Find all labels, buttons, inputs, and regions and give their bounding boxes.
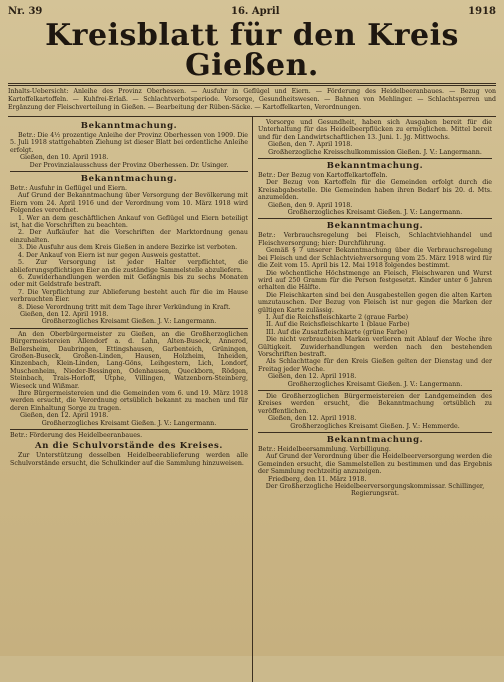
notice-heading: Bekanntmachung.: [80, 121, 178, 131]
notice-date: Friedberg, den 11. März 1918.: [268, 475, 367, 483]
divider: [258, 432, 492, 433]
masthead-rule-thin: [8, 85, 496, 86]
notice-text: Ihre Bürgermeistereien und die Gemeinden vom 6. und 19. März 1918 werden ersucht, die Verordnung ortsüblich bekannt zu machen und für deren Einhaltung Sorge zu tragen.: [10, 390, 248, 412]
notice-text: Betr.: Die 4½ prozentige Anleihe der Provinz Oberhessen von 1909. Die 5. Juli 1918 stattgehabten Ziehung ist dieser Blatt bei ordentliche Anleihe erfolgt.: [10, 132, 248, 154]
list-item: 4. Der Ankauf von Eiern ist nur gegen Ausweis gestattet.: [18, 251, 201, 259]
divider: [258, 390, 492, 391]
notice-text: Vorsorge und Gesundheit, haben sich Ausgaben bereit für die Unterhaltung für das Heidelbeerpflücken zu ermöglichen. Mittel bereit und für den Landwirtschaftlichen 13. Juni. 1. Jg. Mittwochs.: [258, 119, 492, 141]
notice-text: Auf Grund der Bekanntmachung über Versorgung der Bevölkerung mit Eiern vom 24. April 1916 und der Verordnung vom 10. März 1918 wird Folgendes verordnet.: [10, 192, 248, 215]
issue-number: Nr. 39: [8, 6, 43, 17]
notice-text: Auf Grund der Verordnung über die Heidelbeerversorgung werden die Gemeinden ersucht, die Sammelstellen zu bestimmen und das Ergebnis der Sammlung rechtzeitig anzuzeigen.: [258, 453, 492, 476]
notice-subject: Betr.: Ausfuhr in Geflügel und Eiern.: [10, 185, 128, 193]
left-column: [8, 117, 252, 682]
notice-text: Die wöchentliche Höchstmenge an Fleisch, Fleischwaren und Wurst wird auf 250 Gramm für die Person festgesetzt. Kinder unter 6 Jahren erhalten die Hälfte.: [258, 269, 492, 292]
list-item: 1. Wer an dem geschäftlichen Ankauf von Geflügel und Eiern beteiligt ist, hat die Vorschriften zu beachten.: [10, 214, 248, 230]
masthead-rule: [8, 83, 496, 84]
divider: [10, 429, 248, 430]
notice-text: Die Großherzoglichen Bürgermeistereien der Landgemeinden des Kreises werden ersucht, die Bekanntmachung ortsüblich zu veröffentlichen.: [258, 393, 492, 415]
notice-heading: Bekanntmachung.: [80, 174, 178, 185]
notice-date: Gießen, den 10. April 1918.: [20, 154, 109, 162]
notice-subject: Betr.: Heidelbeersammlung. Verbilligung.: [258, 446, 391, 454]
issue-date: 16. April: [231, 6, 280, 17]
notice-heading: Bekanntmachung.: [326, 221, 424, 232]
divider: [10, 328, 248, 329]
right-column: [252, 117, 496, 682]
notice-signature: Der Großherzogliche Heidelbeerversorgungskommissar. Schillinger, Regierungsrat.: [265, 483, 485, 498]
issue-year: 1918: [468, 6, 496, 17]
notice-text: Als Schlachttage für den Kreis Gießen gelten der Dienstag und der Freitag jeder Woche.: [258, 358, 492, 373]
notice-heading: An die Schulvorstände des Kreises.: [35, 441, 223, 452]
notice-signature: Großherzogliches Kreisamt Gießen. J. V.: Langermann.: [287, 209, 463, 217]
notice-text: Der Bezug von Kartoffeln für die Gemeinden erfolgt durch die Kreisabgabestelle. Die Gemeinden haben ihren Bedarf bis 20. d. Mts. anzumelden.: [258, 179, 492, 202]
list-item: 7. Die Verpflichtung zur Ablieferung besteht auch für die im Hause verbrauchten Eier.: [10, 288, 248, 304]
notice-heading: Bekanntmachung.: [326, 161, 424, 172]
list-item: III. Auf die Zusatzfleischkarte (grüne Farbe): [266, 328, 408, 336]
list-item: 3. Die Ausfuhr aus dem Kreis Gießen in andere Bezirke ist verboten.: [18, 244, 238, 252]
divider: [10, 171, 248, 172]
divider: [258, 158, 492, 159]
notice-text: An den Oberbürgermeister zu Gießen, an die Großherzoglichen Bürgermeistereien Allendorf a. d. Lahn, Alten-Buseck, Annerod, Bellersheim, Daubringen, Ettingshausen, Garbenteich, Grüningen, Großen-Buseck, Großen-Linden, Hausen, Holzheim, Inheiden, Kinzenbach, Klein-Linden, Lang-Göns, Leihgestern, Lich, Londorf, Muschenheim, Nieder-Bessingen, Odenhausen, Queckborn, Rödgen, Steinbach, Trais-Horloff, Utphe, Villingen, Watzenborn-Steinberg, Wieseck und Wißmar.: [10, 330, 248, 390]
list-item: I. Auf die Reichsfleischkarte 2 (graue Farbe): [266, 313, 409, 321]
divider: [258, 218, 492, 219]
list-item: II. Auf die Reichsfleischkarte 1 (blaue Farbe): [266, 321, 410, 329]
notice-subject: Betr.: Verbrauchsregelung bei Fleisch, Schlachtviehhandel und Fleischversorgung; hier: Durchführung.: [258, 232, 492, 247]
masthead-title: Kreisblatt für den Kreis Gießen.: [45, 18, 459, 83]
notice-date: Gießen, den 7. April 1918.: [268, 141, 353, 149]
columns: [8, 116, 496, 682]
notice-subject: Betr.: Förderung des Heidelbeeranbaues.: [10, 432, 143, 440]
list-item: 8. Diese Verordnung tritt mit dem Tage ihrer Verkündung in Kraft.: [18, 303, 231, 311]
notice-text: Gemäß § 7 unserer Bekanntmachung über die Verbrauchsregelung bei Fleisch und der Schlachtviehversorgung vom 25. März 1918 wird für die Zeit vom 15. April bis 12. Mai 1918 folgendes bestimmt.: [258, 247, 492, 270]
contents-overview: Inhalts-Uebersicht: Anleihe des Provinz Oberhessen. — Ausfuhr in Geflügel und Eiern. — Förderung des Heidelbeeranbaues. — Bezug von Kartoffelkartoffeln. — Kuhfrei-Erlaß. — Schlachtverbotsperiode. Vorsorge, Gesundheitswesen. — Bahnen von Mehlinger. — Schlachtsperren und Ergänzung der Fleischverteilung in Gießen. — Bearbeitung der Rüben-Säcke. — Kartoffelkarten, Verordnungen.: [8, 88, 496, 111]
notice-date: Gießen, den 9. April 1918.: [268, 201, 353, 209]
notice-subject: Betr.: Der Bezug von Kartoffelkartoffeln.: [258, 172, 388, 180]
notice-signature: Großherzogliches Kreisamt Gießen. J. V.: Langermann.: [41, 318, 217, 326]
notice-date: Gießen, den 12. April 1918.: [20, 412, 109, 420]
notice-signature: Großherzogliches Kreisamt Gießen. J. V.: Langermann.: [41, 419, 217, 427]
notice-heading: Bekanntmachung.: [326, 435, 424, 446]
notice-date: Gießen, den 12. April 1918.: [268, 373, 357, 381]
notice-signature: Großherzogliches Kreisamt Gießen. J. V.: Hemmerde.: [290, 422, 460, 430]
notice-signature: Großherzogliche Kreisschulkommission Gießen. J. V.: Langermann.: [268, 148, 482, 156]
notice-date: Gießen, den 12. April 1918.: [20, 310, 109, 318]
notice-text: Die Fleischkarten sind bei den Ausgabestellen gegen die alten Karten umzutauschen. Der Bezug von Fleisch ist nur gegen die Marken der gültigen Karte zulässig.: [258, 291, 492, 314]
notice-date: Gießen, den 12. April 1918.: [268, 415, 357, 423]
notice-text: Die nicht verbrauchten Marken verlieren mit Ablauf der Woche ihre Gültigkeit. Zuwiderhandlungen werden nach den bestehenden Vorschriften bestraft.: [258, 336, 492, 358]
notice-signature: Großherzogliches Kreisamt Gießen. J. V.: Langermann.: [287, 380, 463, 388]
notice-signature: Der Provinzialausschuss der Provinz Oberhessen. Dr. Usinger.: [29, 161, 229, 169]
list-item: 2. Der Aufkäufer hat die Vorschriften der Marktordnung genau einzuhalten.: [10, 229, 248, 244]
list-item: 6. Zuwiderhandlungen werden mit Gefängnis bis zu sechs Monaten oder mit Geldstrafe bestraft.: [10, 273, 248, 289]
list-item: 5. Zur Versorgung ist jeder Halter verpflichtet, die ablieferungspflichtigen Eier an die zuständige Sammelstelle abzuliefern.: [10, 259, 248, 274]
notice-text: Zur Unterstützung desselben Heidelbeerablieferung werden alle Schulvorstände ersucht, die Schulkinder auf die Sammlung hinzuweisen.: [10, 452, 248, 467]
